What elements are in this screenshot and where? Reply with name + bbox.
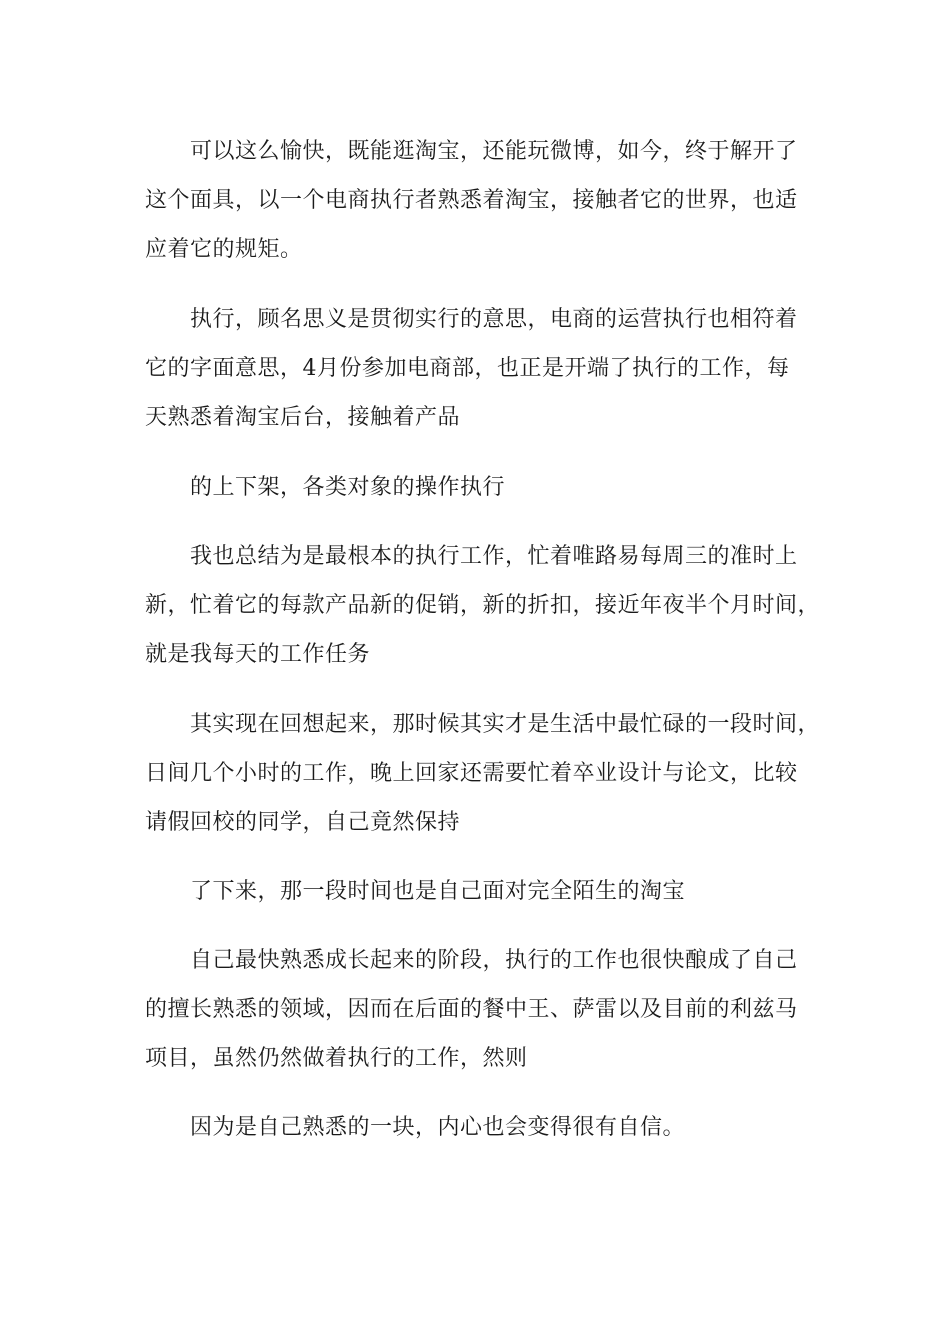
paragraph-1-line-3: 应着它的规矩。 — [145, 237, 303, 262]
paragraph-2-line-1: 执行，顾名思义是贯彻实行的意思，电商的运营执行也相符着 — [190, 307, 798, 332]
paragraph-7-line-1: 自己最快熟悉成长起来的阶段，执行的工作也很快酿成了自己 — [190, 948, 798, 973]
paragraph-5-line-2: 日间几个小时的工作，晚上回家还需要忙着卒业设计与论文，比较 — [145, 761, 798, 786]
paragraph-6-line-1: 了下来，那一段时间也是自己面对完全陌生的淘宝 — [190, 879, 686, 904]
paragraph-4-line-2: 新，忙着它的每款产品新的促销，新的折扣，接近年夜半个月时间， — [145, 593, 821, 618]
paragraph-8-line-1: 因为是自己熟悉的一块，内心也会变得很有自信。 — [190, 1115, 686, 1140]
paragraph-4-line-1: 我也总结为是最根本的执行工作，忙着唯路易每周三的准时上 — [190, 544, 798, 569]
paragraph-3-line-1: 的上下架，各类对象的操作执行 — [190, 475, 506, 500]
paragraph-1-line-1: 可以这么愉快，既能逛淘宝，还能玩微博，如今，终于解开了 — [190, 139, 798, 164]
paragraph-5-line-1: 其实现在回想起来，那时候其实才是生活中最忙碌的一段时间， — [190, 712, 821, 737]
paragraph-7-line-2: 的擅长熟悉的领域，因而在后面的餐中王、萨雷以及目前的利兹马 — [145, 997, 798, 1022]
paragraph-2-line-2: 它的字面意思，4月份参加电商部，也正是开端了执行的工作，每 — [145, 356, 790, 381]
paragraph-5-line-3: 请假回校的同学，自己竟然保持 — [145, 810, 461, 835]
paragraph-4-line-3: 就是我每天的工作任务 — [145, 642, 371, 667]
paragraph-1-line-2: 这个面具，以一个电商执行者熟悉着淘宝，接触者它的世界，也适 — [145, 188, 798, 213]
paragraph-2-line-3: 天熟悉着淘宝后台，接触着产品 — [145, 405, 461, 430]
paragraph-7-line-3: 项目，虽然仍然做着执行的工作，然则 — [145, 1046, 528, 1071]
